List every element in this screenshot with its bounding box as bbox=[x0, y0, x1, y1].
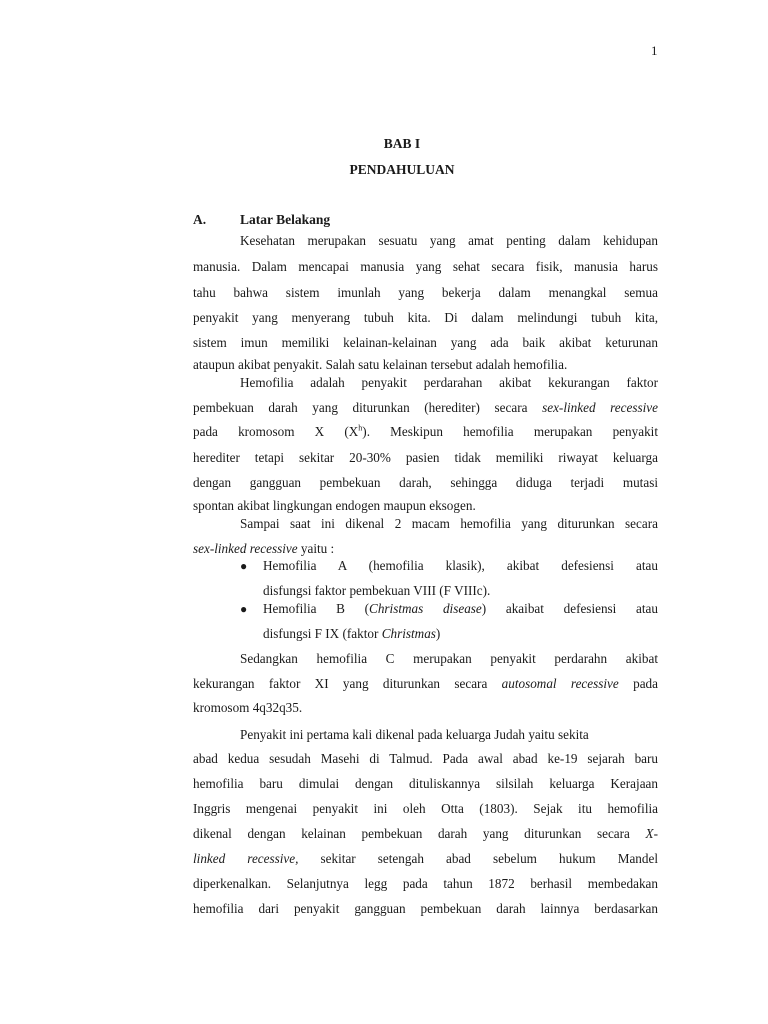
paragraph-4-line-2: kekurangan faktor XI yang diturunkan secara autosomal recessive pada bbox=[193, 676, 658, 691]
paragraph-5-line-5: dikenal dengan kelainan pembekuan darah yang diturunkan secara X- bbox=[193, 826, 658, 841]
bullet-2-line-1: Hemofilia B (Christmas disease) akaibat defesiensi atau bbox=[263, 601, 658, 616]
section-label: A. bbox=[193, 212, 207, 227]
chapter-number: BAB I bbox=[383, 136, 421, 151]
paragraph-4-line-3: kromosom 4q32q35. bbox=[193, 700, 303, 715]
paragraph-1-line-5: sistem imun memiliki kelainan-kelainan yang ada baik akibat keturunan bbox=[193, 335, 658, 350]
paragraph-2-line-5: dengan gangguan pembekuan darah, sehingga diduga terjadi mutasi bbox=[193, 475, 658, 490]
bullet-icon: ● bbox=[240, 559, 248, 573]
bullet-2-line-2: disfungsi F IX (faktor Christmas) bbox=[263, 626, 441, 641]
page-number: 1 bbox=[651, 43, 658, 58]
paragraph-1-line-2: manusia. Dalam mencapai manusia yang sehat secara fisik, manusia harus bbox=[193, 259, 658, 274]
paragraph-2-line-6: spontan akibat lingkungan endogen maupun eksogen. bbox=[193, 498, 476, 513]
paragraph-4-line-1: Sedangkan hemofilia C merupakan penyakit perdarahn akibat bbox=[240, 651, 658, 666]
section-heading bbox=[193, 212, 330, 228]
section-title: Latar Belakang bbox=[240, 212, 331, 227]
paragraph-5-line-7: diperkenalkan. Selanjutnya legg pada tahun 1872 berhasil membedakan bbox=[193, 876, 658, 891]
paragraph-2-line-3: pada kromosom X $(X^h)$. Meskipun hemofilia merupakan penyakit bbox=[193, 423, 658, 439]
paragraph-5-line-4: Inggris mengenai penyakit ini oleh Otta (1803). Sejak itu hemofilia bbox=[193, 801, 658, 816]
paragraph-1-line-4: penyakit yang menyerang tubuh kita. Di dalam melindungi tubuh kita, bbox=[193, 310, 658, 325]
paragraph-3-line-2: sex-linked recessive yaitu : bbox=[193, 541, 335, 556]
chapter-title: PENDAHULUAN bbox=[349, 162, 455, 177]
paragraph-2-line-2: pembekuan darah yang diturunkan (herediter) secara sex-linked recessive bbox=[193, 400, 658, 415]
paragraph-5-line-6: linked recessive, sekitar setengah abad sebelum hukum Mandel bbox=[193, 851, 659, 866]
bullet-1-line-2: disfungsi faktor pembekuan VIII (F VIIIc). bbox=[263, 583, 491, 598]
paragraph-1-line-1: Kesehatan merupakan sesuatu yang amat penting dalam kehidupan bbox=[240, 233, 658, 248]
paragraph-5-line-8: hemofilia dari penyakit gangguan pembekuan darah lainnya berdasarkan bbox=[193, 901, 658, 916]
bullet-1-line-1: Hemofilia A (hemofilia klasik), akibat defesiensi atau bbox=[263, 558, 658, 573]
bullet-icon: ● bbox=[240, 602, 248, 616]
paragraph-1-line-6: ataupun akibat penyakit. Salah satu kelainan tersebut adalah hemofilia. bbox=[193, 357, 568, 372]
paragraph-5-line-3: hemofilia baru dimulai dengan dituliskannya silsilah keluarga Kerajaan bbox=[193, 776, 658, 791]
paragraph-5-line-2: abad kedua sesudah Masehi di Talmud. Pada awal abad ke-19 sejarah baru bbox=[193, 751, 658, 766]
paragraph-5-line-1: Penyakit ini pertama kali dikenal pada keluarga Judah yaitu sekita bbox=[240, 727, 589, 742]
paragraph-2-line-4: herediter tetapi sekitar 20-30% pasien tidak memiliki riwayat keluarga bbox=[193, 450, 658, 465]
paragraph-2-line-1: Hemofilia adalah penyakit perdarahan akibat kekurangan faktor bbox=[240, 375, 658, 390]
paragraph-1-line-3: tahu bahwa sistem imunlah yang bekerja dalam menangkal semua bbox=[193, 285, 658, 300]
paragraph-3-line-1: Sampai saat ini dikenal 2 macam hemofilia yang diturunkan secara bbox=[240, 516, 658, 531]
